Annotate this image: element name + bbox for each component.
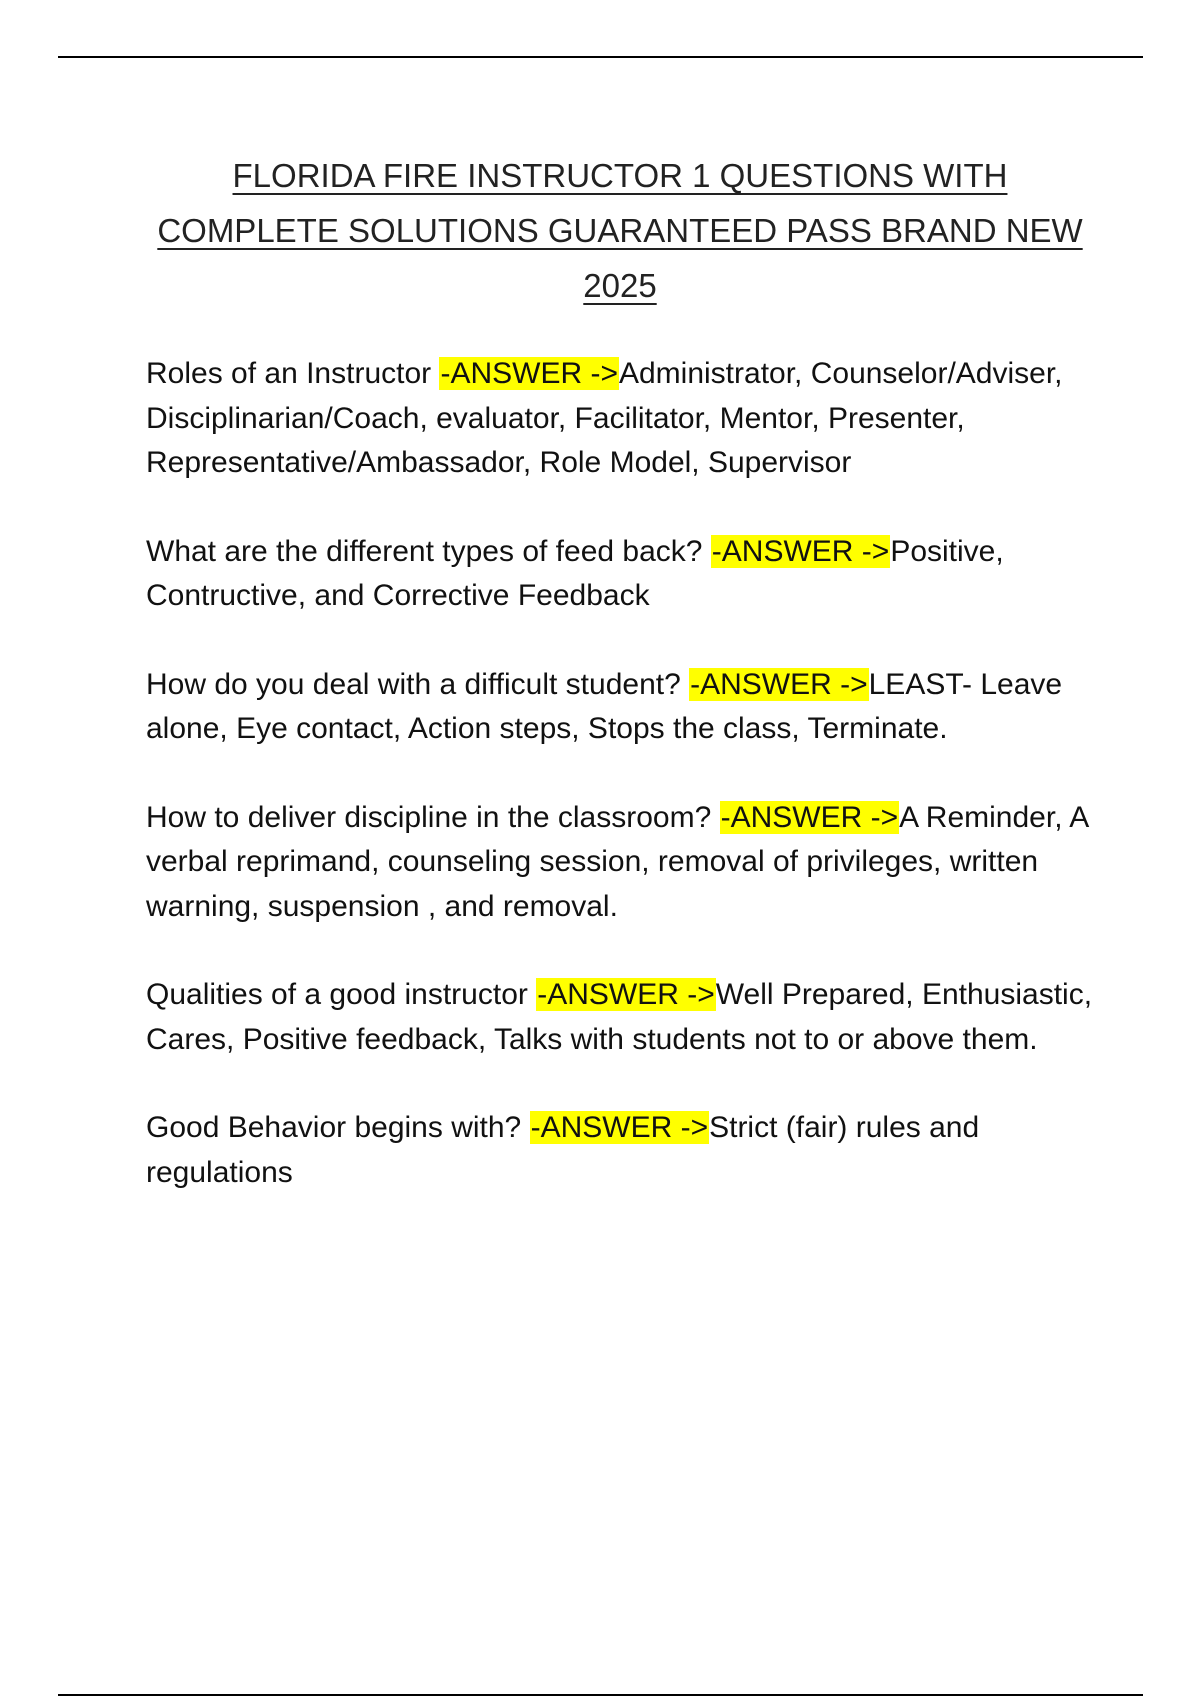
question-text: What are the different types of feed back? — [146, 534, 711, 568]
bottom-rule — [58, 1694, 1143, 1696]
title-line-3: 2025 — [583, 267, 657, 304]
qa-item-difficult-student — [146, 663, 1106, 752]
answer-text: A Reminder, A verbal reprimand, counseling session, removal of privileges, written warning, suspension , and removal. — [146, 800, 1088, 923]
question-text: Good Behavior begins with? — [146, 1111, 530, 1144]
qa-item-qualities — [146, 973, 1106, 1062]
answer-text: Strict (fair) rules and regulations — [146, 1111, 980, 1189]
answer-text: Administrator, Counselor/Adviser, Disciplinarian/Coach, evaluator, Facilitator, Mentor, Presenter, Representative/Ambassador, Role Model, Supervisor — [146, 357, 1063, 479]
question-text: How to deliver discipline in the classroom? — [146, 800, 720, 834]
answer-text: LEAST- Leave alone, Eye contact, Action steps, Stops the class, Terminate. — [146, 667, 1063, 745]
document-title — [140, 148, 1100, 313]
title-line-1: FLORIDA FIRE INSTRUCTOR 1 QUESTIONS WITH — [232, 157, 1008, 194]
title-line-2: COMPLETE SOLUTIONS GUARANTEED PASS BRAND NEW — [157, 212, 1083, 249]
answer-marker: -ANSWER -> — [530, 1111, 709, 1144]
answer-text: Well Prepared, Enthusiastic, Cares, Positive feedback, Talks with students not to or above them. — [146, 978, 1093, 1056]
answer-marker: -ANSWER -> — [720, 800, 899, 834]
qa-item-feedback-types — [146, 530, 1106, 619]
answer-marker: -ANSWER -> — [537, 978, 715, 1011]
answer-marker: -ANSWER -> — [440, 357, 618, 390]
qa-item-good-behavior — [146, 1106, 1106, 1195]
qa-item-discipline — [146, 796, 1106, 930]
top-rule — [58, 56, 1143, 58]
qa-list — [146, 352, 1106, 1239]
question-text: How do you deal with a difficult student? — [146, 667, 690, 701]
answer-marker: -ANSWER -> — [711, 534, 890, 568]
qa-item-roles — [146, 352, 1106, 486]
answer-text: Positive, Contructive, and Corrective Feedback — [146, 534, 1004, 612]
answer-marker: -ANSWER -> — [690, 667, 868, 701]
question-text: Roles of an Instructor — [146, 357, 440, 390]
question-text: Qualities of a good instructor — [146, 978, 537, 1011]
